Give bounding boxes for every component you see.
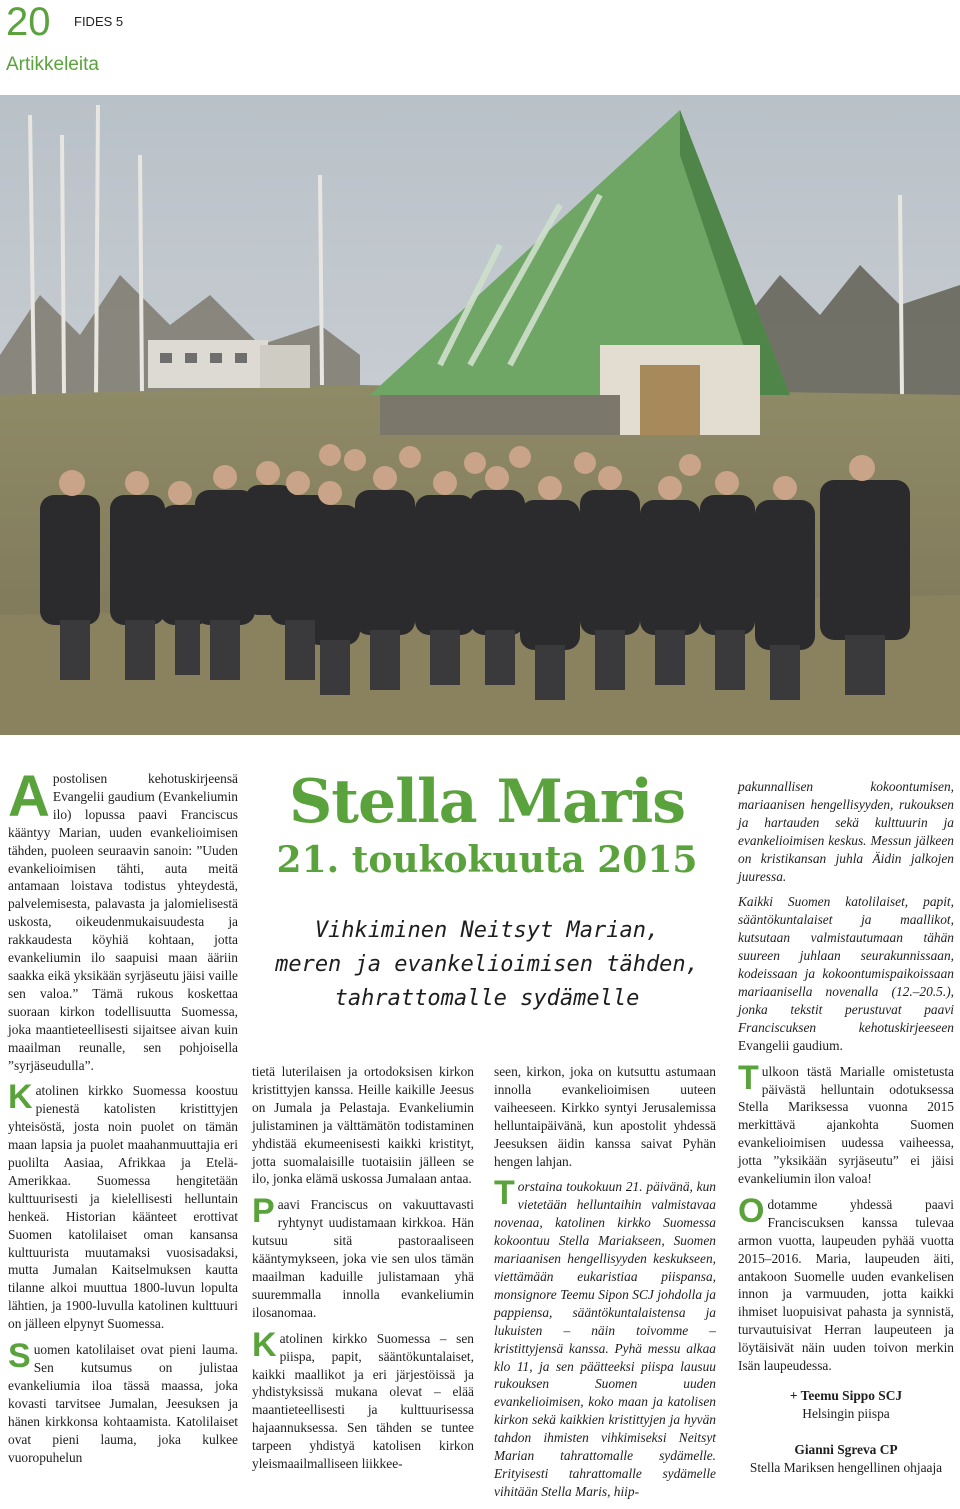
col4-paragraph-3: ulkoon tästä Marialle omistetusta päivästä helluntain odotuksessa Stella Mariksessa vuonna 2015 merkittävä ajankohta Suomen evankelioimisen uudessa vaiheessa, jotta ”yksikään syrjäseutu” ei jäisi evankeliumin ilon valoa! <box>738 1063 954 1187</box>
magazine-issue: FIDES 5 <box>74 14 124 29</box>
col4-paragraph-2-plain: Evangelii gaudium. <box>738 1037 843 1053</box>
column-2 <box>252 1063 474 1481</box>
dropcap-p: P <box>252 1192 275 1231</box>
col1-paragraph-1: postolisen kehotuskirjeensä Evangelii gaudium (Evankeliumin ilo) lopussa paavi Franciscus kääntyy Marian, uuden evankelioimisen tähden, puoleen seuraavin sanoin: ”Uuden evankelioimisen tähti, auta meitä antamaan loistava todistus yhteydestä, palvelemisesta, palavasta ja jalomielisestä uskosta, oikeudenmukaisuudesta ja rakkaudesta köyhiä kohtaan, jotta evankeliumin ilo saapuisi maan ääriin saakka eikä yksikään syrjäseutu jäisi vaille sen valoa.” Tämä rukous koskettaa suoraan kirkon todellisuutta Suomessa, joka maantieteellisesti sijaitsee aivan kuin maailman reunalle, sen pohjoisella ”syrjäseudulla”. <box>8 771 238 1073</box>
group-photo <box>0 95 960 735</box>
column-4 <box>738 778 954 1477</box>
signature-director <box>738 1441 954 1477</box>
article-title: Stella Maris <box>288 767 686 837</box>
subtitle-line-2: meren ja evankelioimisen tähden, <box>275 952 699 977</box>
col1-paragraph-2: atolinen kirkko Suomessa koostuu pienestä katolisten kristittyjen yhteisöstä, josta noin puolet on tämän maan lapsia ja puolet maahanmuuttajia eri puolilta Aasiaa, Afrikkaa ja Etelä-Amerikkaa. Suomessa hengitetään kulttuurisesti ja kielellisesti helluntain henkeä. Historian käänteet erottivat Suomen katolilaiset oman kansansa kulttuurista muutamaksi vuosisadaksi, mutta Jumalan Kaitselmuksen kautta tilanne alkoi muuttua 1800-luvun lopulta lähtien, ja 1900-luvulla katolinen kulttuuri on jälleen elpynyt Suomessa. <box>8 1083 238 1332</box>
signature-director-name: Gianni Sgreva CP <box>794 1442 898 1457</box>
subtitle-line-3: tahrattomalle sydämelle <box>334 986 640 1011</box>
dropcap-k: K <box>8 1078 33 1117</box>
signature-bishop-name: + Teemu Sippo SCJ <box>789 1388 903 1403</box>
page-number: 20 <box>6 0 51 44</box>
col2-paragraph-3: atolinen kirkko Suomessa – sen piispa, papit, sääntökuntalaiset, kaikki maallikot ja eri järjestöissä ja yhdistyksissä mukana olevat – elää maantieteellisesti ja kulttuurisessa hajaannuksessa. Sen tähden se tuntee tarpeen yhdistyä katolisen kirkon yleismaailmalliseen liikkee- <box>252 1330 474 1472</box>
subtitle-line-1: Vihkiminen Neitsyt Marian, <box>314 918 660 943</box>
signature-bishop-role: Helsingin piispa <box>802 1406 890 1421</box>
article-subtitle <box>252 914 722 1016</box>
col2-paragraph-2: aavi Franciscus on vakuuttavasti ryhtynyt uudistamaan kirkkoa. Hän kutsuu sitä pastoraaliseen kääntymykseen, joka vie sen ulos tämän maailman kaduille julistamaan yhä suuremmalla innolla evankeliumin ilosanomaa. <box>252 1197 474 1320</box>
dropcap-s: S <box>8 1337 31 1376</box>
group-photo-church-icon <box>0 95 960 735</box>
signature-director-role: Stella Mariksen hengellinen ohjaaja <box>749 1460 943 1475</box>
column-1 <box>8 764 238 1474</box>
dropcap-t: T <box>494 1174 515 1213</box>
article-date: 21. toukokuuta 2015 <box>276 839 698 881</box>
signature-bishop <box>738 1387 954 1423</box>
column-3 <box>494 1063 716 1509</box>
col4-paragraph-4: dotamme yhdessä paavi Franciscuksen kanssa tulevaa armon vuotta, laupeuden pyhää vuotta 2015–2016. Maria, laupeuden äiti, antakoon Suomelle uuden evankelisen innon ja varmuuden, jotta kaikki ihmiset luopuisivat pahasta ja synnistä, turvautuisivat Herran laupeuteen ja löytäisivät näin uuden toivon merkin Isän laupeudessa. <box>738 1196 954 1374</box>
col3-paragraph-2: orstaina toukokuun 21. päivänä, kun vietetään helluntaihin valmistavaa novenaa, katolinen kirkko Suomessa kokoontuu Stella Mariakseen, Suomen mariaanisen hengellisyyden keskukseen, viettämään eukaristiaa piispansa, monsignore Teemu Sipon SCJ johdolla ja pappiensa, sääntökuntalaistensa ja lukuisten – näin toivomme – kristittyjensä kanssa. Pyhä messu alkaa klo 11, ja sen päätteeksi piispa lausuu rukouksen Suomen uuden evankelioimisen, koko maan ja katolisen kirkon sekä kaikkien kristittyjen ja hyvän tahdon ihmisten vihkimiseksi Neitsyt Marian tahrattomalle sydämelle. Erityisesti tahrattomalle sydämelle vihitään Stella Maris, hiip- <box>494 1179 716 1499</box>
col3-paragraph-1: seen, kirkon, joka on kutsuttu astumaan innolla evankelioimisen uuteen vaiheeseen. Kirkko syntyi Jerusalemissa helluntaipäivänä, kun apostolit yhdessä Jeesuksen äidin kanssa saivat Pyhän hengen lahjan. <box>494 1064 716 1169</box>
section-label: Artikkeleita <box>6 54 99 75</box>
dropcap-o: O <box>738 1191 765 1230</box>
col4-paragraph-2-italic: Kaikki Suomen katolilaiset, papit, sääntökuntalaiset ja maallikot, kutsutaan valmistautumaan tähän suureen juhlaan seurakunnissaan, kodeissaan ja kokoontumispaikoissaan mariaanisella novenalla (12.–20.5.), jonka tekstit perustuvat paavi Franciscuksen kehotuskirjeeseen <box>738 894 954 1035</box>
col4-paragraph-1: pakunnallisen kokoontumisen, mariaanisen hengellisyyden, rukouksen ja hartauden sekä kulttuurin ja evankelioimisen keskus. Messun jälkeen on kristikansan juhla Äidin jalkojen juuressa. <box>738 779 954 884</box>
dropcap-t-2: T <box>738 1058 759 1097</box>
dropcap-a: A <box>8 764 50 829</box>
dropcap-k-2: K <box>252 1325 277 1364</box>
col1-paragraph-3: uomen katolilaiset ovat pieni lauma. Sen kutsumus on julistaa evankeliumia iloa tässä maassa, joka kovasti tarvitsee Jumalan, Jeesuksen ja hänen kirkkonsa kohtaamista. Katolilaiset ovat pieni lauma, joka kulkee vuoropuhelun <box>8 1342 238 1465</box>
col2-paragraph-1: tietä luterilaisen ja ortodoksisen kirkon kristittyjen kanssa. Heille kaikille Jeesus on Jumala ja Pelastaja. Evankeliumin julistaminen ja välttämätön todistaminen yhdistää ekumeenisesti kaikki kristityt, jotta suomalaisille tuotaisiin jälleen se ilo, jonka elämä uskossa Jumalaan antaa. <box>252 1064 474 1187</box>
